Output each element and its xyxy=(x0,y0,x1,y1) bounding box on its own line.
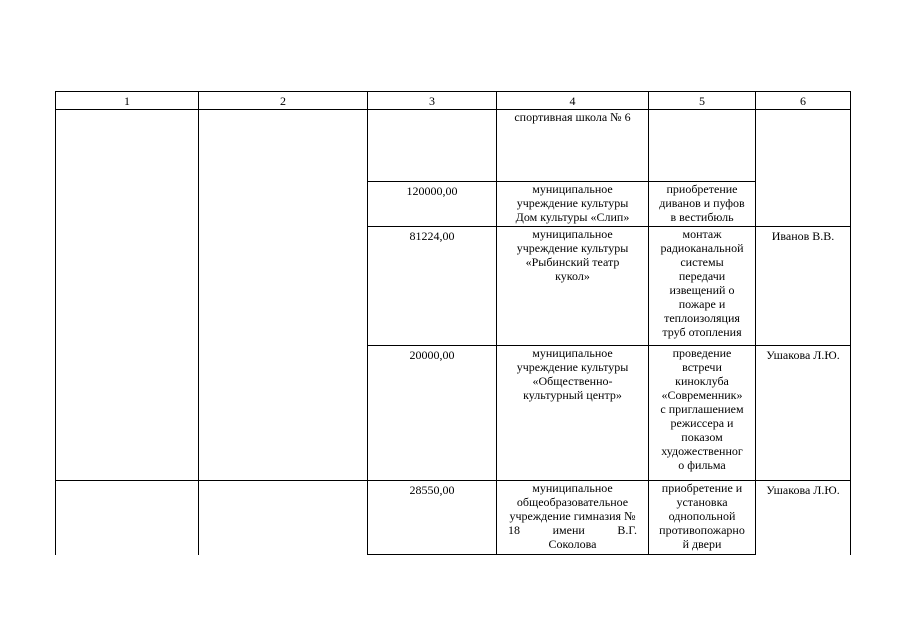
institution-line: «Рыбинский театр xyxy=(525,255,620,269)
institution-line: кукол» xyxy=(555,269,590,283)
purpose-line: киноклуба xyxy=(675,374,729,388)
cell-col2 xyxy=(199,110,368,481)
data-table xyxy=(55,91,851,555)
institution-line: учреждение культуры xyxy=(516,196,629,210)
institution-line: муниципальное xyxy=(532,227,613,241)
amount-cell: 20000,00 xyxy=(368,346,497,481)
institution-cell xyxy=(497,110,649,182)
amount-cell: 28550,00 xyxy=(368,481,497,555)
institution-line: муниципальное xyxy=(532,346,613,360)
amount-cell: 81224,00 xyxy=(368,227,497,346)
header-cell-3: 3 xyxy=(368,92,497,110)
purpose-line: приобретение xyxy=(666,182,738,196)
purpose-line: передачи xyxy=(678,269,726,283)
institution-line: спортивная школа № 6 xyxy=(514,110,631,124)
purpose-line: художественног xyxy=(661,444,743,458)
purpose-line: показом xyxy=(681,430,723,444)
purpose-line: радиоканальной xyxy=(660,241,744,255)
cell-col1 xyxy=(56,481,199,555)
purpose-line: однопольной xyxy=(668,509,736,523)
institution-line: 18 имени В.Г. xyxy=(508,523,637,537)
cell-col2 xyxy=(199,481,368,555)
purpose-line: с приглашением xyxy=(660,402,744,416)
header-row xyxy=(56,92,851,110)
header-cell-4: 4 xyxy=(497,92,649,110)
table-row xyxy=(56,110,851,182)
institution-line: учреждение гимназия № xyxy=(509,509,636,523)
purpose-line: извещений о xyxy=(669,283,735,297)
cell-col1 xyxy=(56,110,199,481)
purpose-line: системы xyxy=(680,255,724,269)
purpose-line: режиссера и xyxy=(670,416,734,430)
purpose-line: й двери xyxy=(682,537,722,551)
person-cell xyxy=(756,110,851,227)
person-cell: Ушакова Л.Ю. xyxy=(756,481,851,555)
purpose-line: пожаре и xyxy=(678,297,726,311)
purpose-line: встречи xyxy=(682,360,722,374)
header-cell-5: 5 xyxy=(649,92,756,110)
header-cell-6: 6 xyxy=(756,92,851,110)
institution-line: учреждение культуры xyxy=(516,360,629,374)
institution-line: учреждение культуры xyxy=(516,241,629,255)
purpose-cell xyxy=(649,227,756,346)
purpose-line: труб отопления xyxy=(662,325,742,339)
purpose-line: теплоизоляция xyxy=(664,311,740,325)
purpose-line: в вестибюль xyxy=(670,210,734,224)
purpose-line: установка xyxy=(676,495,728,509)
header-cell-2: 2 xyxy=(199,92,368,110)
purpose-cell xyxy=(649,110,756,182)
institution-cell xyxy=(497,182,649,227)
institution-cell xyxy=(497,481,649,555)
institution-line: «Общественно- xyxy=(532,374,613,388)
person-cell: Ушакова Л.Ю. xyxy=(756,346,851,481)
amount-cell xyxy=(368,110,497,182)
purpose-line: приобретение и xyxy=(661,481,743,495)
institution-line: общеобразовательное xyxy=(516,495,629,509)
institution-line: муниципальное xyxy=(532,481,613,495)
person-cell: Иванов В.В. xyxy=(756,227,851,346)
purpose-line: о фильма xyxy=(678,458,726,472)
institution-cell xyxy=(497,346,649,481)
purpose-line: «Современник» xyxy=(661,388,743,402)
table-row xyxy=(56,481,851,555)
purpose-cell xyxy=(649,346,756,481)
purpose-line: противопожарно xyxy=(659,523,745,537)
purpose-line: диванов и пуфов xyxy=(659,196,745,210)
purpose-cell xyxy=(649,182,756,227)
amount-cell: 120000,00 xyxy=(368,182,497,227)
institution-line: культурный центр» xyxy=(523,388,622,402)
header-cell-1: 1 xyxy=(56,92,199,110)
institution-cell xyxy=(497,227,649,346)
institution-line: Соколова xyxy=(548,537,597,551)
institution-line: Дом культуры «Слип» xyxy=(515,210,630,224)
purpose-line: монтаж xyxy=(682,227,722,241)
purpose-line: проведение xyxy=(672,346,732,360)
institution-line: муниципальное xyxy=(532,182,613,196)
purpose-cell xyxy=(649,481,756,555)
